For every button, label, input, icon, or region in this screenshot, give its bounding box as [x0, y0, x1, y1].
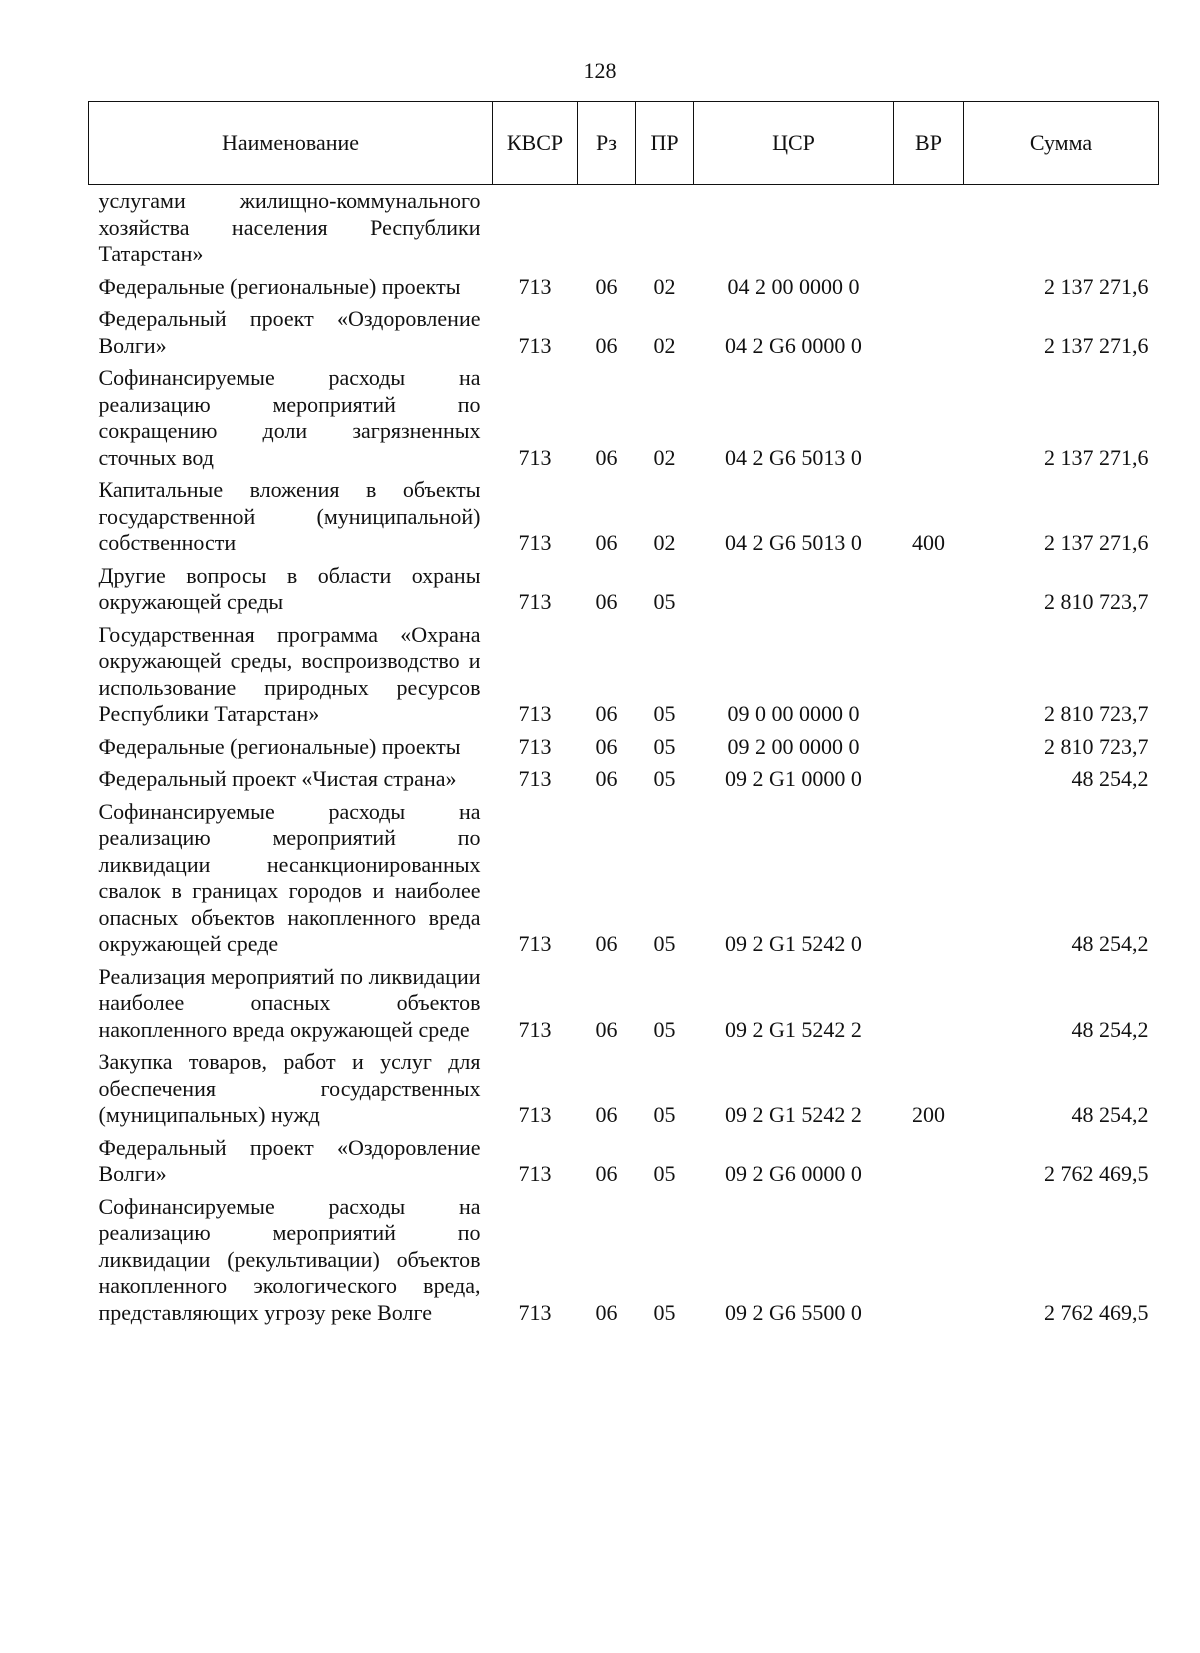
- cell-kvsr: 713: [518, 931, 552, 956]
- cell-csr: 09 2 00 0000 0: [727, 733, 860, 759]
- cell-rz: 06: [595, 332, 618, 358]
- table-body: [89, 185, 1159, 1330]
- cell-pr: 05: [653, 1016, 676, 1042]
- cell-name: Софинансируемые расходы на реализацию мероприятий по ликвидации (рекультивации) объектов накопленного экологического вреда, представляющих угрозу реке Волге: [98, 1193, 481, 1325]
- cell-name: Софинансируемые расходы на реализацию мероприятий по сокращению доли загрязненных сточных вод: [98, 365, 481, 470]
- cell-name: Федеральные (региональные) проекты: [98, 733, 461, 759]
- table-row: [89, 362, 1159, 474]
- cell-vr: [894, 619, 964, 731]
- cell-rz: 06: [595, 931, 618, 956]
- table-row: [89, 1046, 1159, 1132]
- cell-kvsr: 713: [518, 273, 552, 299]
- table-row: [89, 619, 1159, 731]
- cell-sum: 48 254,2: [1071, 1016, 1149, 1042]
- cell-rz: [578, 185, 636, 271]
- cell-name: Другие вопросы в области охраны окружающей среды: [98, 562, 481, 614]
- cell-vr: [894, 362, 964, 474]
- cell-csr: 09 2 G1 5242 0: [725, 931, 862, 956]
- cell-rz: 06: [595, 1102, 618, 1127]
- table-row: [89, 1191, 1159, 1330]
- cell-sum: 2 810 723,7: [1044, 589, 1149, 614]
- cell-pr: 02: [653, 273, 676, 299]
- cell-kvsr: 713: [518, 701, 552, 726]
- cell-csr: 09 2 G6 0000 0: [725, 1161, 862, 1186]
- cell-rz: 06: [595, 1161, 618, 1186]
- cell-sum: 2 137 271,6: [1044, 332, 1149, 358]
- cell-vr: 400: [912, 530, 945, 555]
- cell-sum: [964, 185, 1159, 271]
- cell-name: Федеральные (региональные) проекты: [98, 273, 461, 299]
- budget-table: [88, 101, 1159, 1329]
- cell-kvsr: 713: [518, 1102, 552, 1127]
- cell-rz: 06: [595, 273, 618, 299]
- cell-rz: 06: [595, 530, 618, 555]
- cell-kvsr: 713: [518, 589, 552, 614]
- header-csr: ЦСР: [694, 102, 894, 185]
- cell-pr: 05: [653, 1102, 676, 1127]
- cell-csr: 04 2 G6 5013 0: [725, 530, 862, 555]
- cell-csr: 09 2 G1 5242 2: [725, 1016, 862, 1042]
- cell-vr: [894, 271, 964, 304]
- cell-csr: [694, 185, 894, 271]
- cell-name: услугами жилищно-коммунального хозяйства населения Республики Татарстан»: [98, 188, 481, 266]
- cell-pr: 02: [653, 444, 676, 470]
- cell-rz: 06: [595, 444, 618, 470]
- cell-name: Федеральный проект «Чистая страна»: [98, 766, 457, 791]
- page-number: 128: [583, 58, 617, 83]
- cell-pr: 02: [653, 530, 676, 555]
- cell-pr: 05: [653, 589, 676, 614]
- cell-sum: 2 810 723,7: [1044, 733, 1149, 759]
- header-rz: Рз: [578, 102, 636, 185]
- cell-pr: 05: [653, 931, 676, 956]
- cell-kvsr: 713: [518, 332, 552, 358]
- cell-kvsr: 713: [518, 1161, 552, 1186]
- table-row: [89, 731, 1159, 764]
- cell-csr: 09 0 00 0000 0: [727, 701, 860, 726]
- table-row: [89, 763, 1159, 796]
- cell-pr: 05: [653, 733, 676, 759]
- cell-sum: 2 137 271,6: [1044, 273, 1149, 299]
- cell-csr: [694, 560, 894, 619]
- cell-name: Реализация мероприятий по ликвидации наиболее опасных объектов накопленного вреда окружающей среде: [98, 963, 481, 1042]
- cell-csr: 09 2 G1 0000 0: [725, 766, 862, 791]
- cell-rz: 06: [595, 1299, 618, 1325]
- cell-kvsr: 713: [518, 766, 552, 791]
- cell-sum: 48 254,2: [1071, 766, 1149, 791]
- table-row: [89, 1132, 1159, 1191]
- cell-sum: 2 137 271,6: [1044, 444, 1149, 470]
- cell-pr: 05: [653, 701, 676, 726]
- cell-sum: 2 762 469,5: [1044, 1161, 1149, 1186]
- cell-pr: 05: [653, 1299, 676, 1325]
- table-row: [89, 185, 1159, 271]
- cell-name: Государственная программа «Охрана окружающей среды, воспроизводство и использование природных ресурсов Республики Татарстан»: [98, 621, 481, 726]
- cell-kvsr: [493, 185, 578, 271]
- table-row: [89, 303, 1159, 362]
- cell-kvsr: 713: [518, 1016, 552, 1042]
- cell-sum: 48 254,2: [1071, 931, 1149, 956]
- table-header: [89, 102, 1159, 185]
- cell-pr: 05: [653, 766, 676, 791]
- table-row: [89, 560, 1159, 619]
- cell-name: Софинансируемые расходы на реализацию мероприятий по ликвидации несанкционированных свалок в границах городов и наиболее опасных объектов накопленного вреда окружающей среде: [98, 798, 481, 956]
- header-name: Наименование: [89, 102, 493, 185]
- cell-pr: 02: [653, 332, 676, 358]
- cell-vr: [894, 796, 964, 961]
- cell-rz: 06: [595, 766, 618, 791]
- cell-kvsr: 713: [518, 1299, 552, 1325]
- cell-vr: [894, 763, 964, 796]
- cell-rz: 06: [595, 701, 618, 726]
- cell-name: Федеральный проект «Оздоровление Волги»: [98, 1134, 481, 1186]
- cell-sum: 2 762 469,5: [1044, 1299, 1149, 1325]
- cell-sum: 2 137 271,6: [1044, 530, 1149, 555]
- table-row: [89, 796, 1159, 961]
- cell-vr: [894, 731, 964, 764]
- cell-rz: 06: [595, 1016, 618, 1042]
- header-pr: ПР: [636, 102, 694, 185]
- table-row: [89, 474, 1159, 560]
- cell-csr: 04 2 G6 5013 0: [725, 444, 862, 470]
- cell-csr: 04 2 00 0000 0: [727, 273, 860, 299]
- cell-sum: 2 810 723,7: [1044, 701, 1149, 726]
- cell-name: Закупка товаров, работ и услуг для обеспечения государственных (муниципальных) нужд: [98, 1049, 481, 1127]
- cell-csr: 09 2 G1 5242 2: [725, 1102, 862, 1127]
- cell-vr: [894, 961, 964, 1047]
- cell-vr: [894, 1191, 964, 1330]
- table-row: [89, 961, 1159, 1047]
- cell-kvsr: 713: [518, 733, 552, 759]
- cell-pr: [636, 185, 694, 271]
- cell-rz: 06: [595, 589, 618, 614]
- cell-kvsr: 713: [518, 530, 552, 555]
- cell-sum: 48 254,2: [1071, 1102, 1149, 1127]
- cell-vr: [894, 185, 964, 271]
- cell-name: Федеральный проект «Оздоровление Волги»: [98, 306, 481, 358]
- cell-kvsr: 713: [518, 444, 552, 470]
- cell-csr: 09 2 G6 5500 0: [725, 1299, 862, 1325]
- table-row: [89, 271, 1159, 304]
- cell-pr: 05: [653, 1161, 676, 1186]
- header-kvsr: КВСР: [493, 102, 578, 185]
- cell-vr: [894, 1132, 964, 1191]
- cell-name: Капитальные вложения в объекты государственной (муниципальной) собственности: [98, 477, 481, 555]
- cell-vr: [894, 560, 964, 619]
- cell-rz: 06: [595, 733, 618, 759]
- header-vr: ВР: [894, 102, 964, 185]
- cell-vr: [894, 303, 964, 362]
- header-sum: Сумма: [964, 102, 1159, 185]
- cell-csr: 04 2 G6 0000 0: [725, 332, 862, 358]
- cell-vr: 200: [912, 1102, 945, 1127]
